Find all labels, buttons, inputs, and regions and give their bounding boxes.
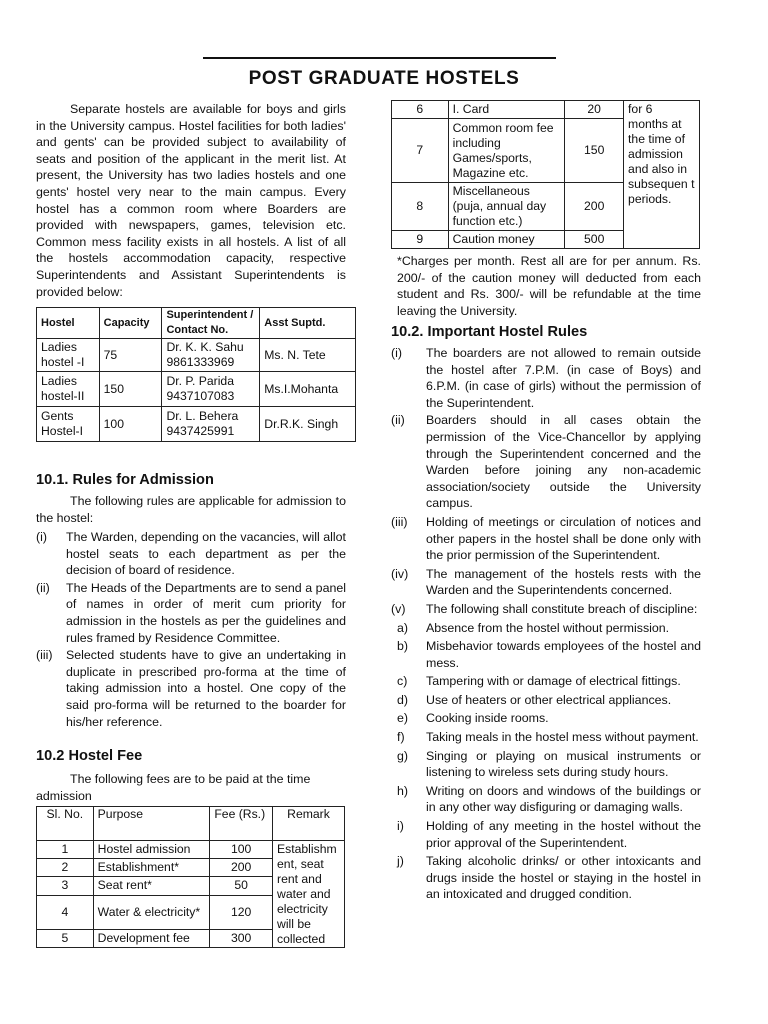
item-text: Cooking inside rooms. bbox=[426, 711, 549, 726]
hostel-table-header bbox=[37, 308, 356, 339]
fee-purpose: Seat rent* bbox=[93, 877, 210, 895]
list-item bbox=[36, 529, 346, 579]
hostel-superintendent: Dr. L. Behera 9437425991 bbox=[162, 407, 260, 442]
item-text: Writing on doors and windows of the buildings or in any other way disfiguring or damaging walls. bbox=[426, 783, 701, 815]
hostel-capacity: 100 bbox=[99, 407, 162, 442]
item-text: Tampering with or damage of electrical fittings. bbox=[426, 674, 681, 689]
item-letter: c) bbox=[397, 674, 408, 689]
fee-table-header bbox=[37, 807, 345, 841]
fee-amount: 120 bbox=[210, 895, 273, 929]
list-item bbox=[391, 783, 701, 816]
table-header-cell: Hostel bbox=[37, 308, 100, 339]
fee-heading: 10.2 Hostel Fee bbox=[36, 748, 143, 764]
fee-amount: 50 bbox=[210, 877, 273, 895]
item-text: The management of the hostels rests with the Warden and the Superintendents concerned. bbox=[426, 566, 701, 598]
item-text: The Warden, depending on the vacancies, will allot hostel seats to each department as per the decision of board of residence. bbox=[66, 530, 346, 578]
table-header-cell: Fee (Rs.) bbox=[210, 807, 273, 841]
item-number: (i) bbox=[36, 530, 48, 544]
item-number: (iv) bbox=[391, 566, 409, 581]
list-item bbox=[391, 729, 701, 746]
hostel-table bbox=[36, 307, 356, 442]
fee-sl: 3 bbox=[37, 877, 94, 895]
list-item bbox=[391, 692, 701, 709]
item-text: Absence from the hostel without permission. bbox=[426, 620, 670, 635]
list-item bbox=[36, 647, 346, 730]
item-number: (ii) bbox=[36, 580, 50, 595]
item-letter: d) bbox=[397, 692, 409, 707]
fee-remark: for 6 months at the time of admission and also in subsequen t periods. bbox=[624, 101, 700, 249]
list-item bbox=[391, 818, 701, 851]
table-row bbox=[37, 372, 356, 407]
list-item bbox=[391, 710, 701, 727]
hostel-capacity: 75 bbox=[99, 339, 162, 372]
item-text: Singing or playing on musical instruments or listening to wireless sets during study hours. bbox=[426, 748, 701, 780]
list-item bbox=[391, 620, 701, 637]
fee-sl: 8 bbox=[392, 183, 449, 231]
fee-purpose: Development fee bbox=[93, 929, 210, 947]
fee-intro: The following fees are to be paid at the time admission bbox=[36, 772, 311, 803]
list-item bbox=[391, 638, 701, 671]
list-item bbox=[391, 748, 701, 781]
fee-purpose: I. Card bbox=[448, 101, 565, 119]
fee-amount: 150 bbox=[565, 119, 624, 183]
hostel-name: Ladies hostel -I bbox=[37, 339, 100, 372]
hostel-superintendent: Dr. K. K. Sahu 9861333969 bbox=[162, 339, 260, 372]
item-text: Use of heaters or other electrical appliances. bbox=[426, 692, 672, 707]
top-rule bbox=[203, 57, 556, 59]
fee-sl: 7 bbox=[392, 119, 449, 183]
item-letter: j) bbox=[397, 854, 404, 869]
fee-sl: 5 bbox=[37, 929, 94, 947]
item-text: The following shall constitute breach of discipline: bbox=[426, 601, 698, 616]
fee-purpose: Miscellaneous (puja, annual day function etc.) bbox=[448, 183, 565, 231]
item-number: (i) bbox=[391, 346, 403, 360]
item-text: The Heads of the Departments are to send a panel of names in order of merit cum priority for admission in the hostels as per the guidelines and rules framed by Residence Committee. bbox=[66, 580, 346, 645]
fee-amount: 20 bbox=[565, 101, 624, 119]
item-text: Taking alcoholic drinks/ or other intoxicants and drugs inside the hostel or staying in the hostel in an intoxicated and drugged condition. bbox=[426, 854, 701, 902]
list-item bbox=[391, 566, 701, 599]
fee-purpose: Common room fee including Games/sports, Magazine etc. bbox=[448, 119, 565, 183]
fee-sl: 1 bbox=[37, 841, 94, 859]
table-header-cell: Remark bbox=[273, 807, 345, 841]
hostel-asst: Ms. N. Tete bbox=[260, 339, 356, 372]
admission-intro: The following rules are applicable for admission to the hostel: bbox=[36, 494, 346, 525]
list-item bbox=[391, 601, 701, 618]
hostel-name: Gents Hostel-I bbox=[37, 407, 100, 442]
item-text: Holding of any meeting in the hostel without the prior approval of the Superintendent. bbox=[426, 819, 701, 850]
item-number: (iii) bbox=[36, 648, 53, 663]
table-row bbox=[37, 407, 356, 442]
item-letter: a) bbox=[397, 620, 409, 635]
item-letter: h) bbox=[397, 783, 409, 798]
item-letter: b) bbox=[397, 639, 409, 654]
table-row bbox=[37, 841, 345, 859]
admission-list bbox=[36, 529, 346, 730]
intro-paragraph: Separate hostels are available for boys and girls in the University campus. Hostel facilities for both ladies' and gents' can be provided subject to availability of seats and position of the applicant in the merit list. At present, the University has two ladies hostels and one gents' hostel very near to the main campus. Every hostel has a common room where Boarders are provided with newspapers, games, television etc. Common mess facility exists in all hostels. A list of all the hostels accommodation capacity, respective Superintendents and Assistant Superintendents is provided below: bbox=[36, 102, 346, 299]
item-number: (ii) bbox=[391, 413, 405, 428]
fee-amount: 200 bbox=[565, 183, 624, 231]
breach-list bbox=[391, 620, 701, 904]
item-letter: i) bbox=[397, 819, 404, 834]
table-header-cell: Sl. No. bbox=[37, 807, 94, 841]
item-text: Boarders should in all cases obtain the permission of the Vice-Chancellor by applying through the Superintendent concerned and the Warden before joining any non-academic association/society outside the University campus. bbox=[426, 413, 701, 511]
table-header-cell: Purpose bbox=[93, 807, 210, 841]
fee-sl: 9 bbox=[392, 231, 449, 249]
item-text: The boarders are not allowed to remain outside the hostel after 7.P.M. (in case of Boys) and 6.P.M. (in case of girls) without the permission of the Superintendent. bbox=[426, 346, 701, 410]
list-item bbox=[391, 412, 701, 512]
fee-table bbox=[36, 806, 345, 948]
list-item bbox=[391, 853, 701, 903]
fee-amount: 500 bbox=[565, 231, 624, 249]
item-letter: f) bbox=[397, 730, 405, 745]
hostel-superintendent: Dr. P. Parida 9437107083 bbox=[162, 372, 260, 407]
list-item bbox=[391, 514, 701, 564]
fee-amount: 100 bbox=[210, 841, 273, 859]
hostel-asst: Dr.R.K. Singh bbox=[260, 407, 356, 442]
fee-purpose: Establishment* bbox=[93, 859, 210, 877]
item-text: Misbehavior towards employees of the hostel and mess. bbox=[426, 639, 701, 670]
hostel-capacity: 150 bbox=[99, 372, 162, 407]
item-letter: g) bbox=[397, 748, 409, 763]
list-item bbox=[391, 673, 701, 690]
item-number: (v) bbox=[391, 601, 406, 616]
fee-note: *Charges per month. Rest all are for per annum. Rs. 200/- of the caution money will deducted from each student and Rs. 300/- will be refundable at the time leaving the University. bbox=[397, 254, 701, 318]
fee-amount: 300 bbox=[210, 929, 273, 947]
fee-sl: 6 bbox=[392, 101, 449, 119]
item-number: (iii) bbox=[391, 514, 408, 529]
hostel-asst: Ms.I.Mohanta bbox=[260, 372, 356, 407]
item-text: Selected students have to give an undertaking in duplicate in prescribed pro-forma at the time of taking admission into a hostel. One copy of the said pro-forma will be returned to the boarder for his/her reference. bbox=[66, 648, 346, 729]
rules-heading: 10.2. Important Hostel Rules bbox=[391, 324, 588, 340]
table-header-cell: Superintendent / Contact No. bbox=[162, 308, 260, 339]
admission-heading: 10.1. Rules for Admission bbox=[36, 472, 214, 488]
fee-remark: Establishm ent, seat rent and water and electricity will be collected bbox=[273, 841, 345, 948]
fee-purpose: Caution money bbox=[448, 231, 565, 249]
item-letter: e) bbox=[397, 711, 409, 726]
list-item bbox=[391, 345, 701, 411]
page-title: POST GRADUATE HOSTELS bbox=[248, 68, 520, 89]
fee-purpose: Water & electricity* bbox=[93, 895, 210, 929]
table-row bbox=[37, 339, 356, 372]
item-text: Holding of meetings or circulation of notices and other papers in the hostel shall be done only with the prior permission of the Superintendent. bbox=[426, 514, 701, 563]
table-header-cell: Capacity bbox=[99, 308, 162, 339]
hostel-name: Ladies hostel-II bbox=[37, 372, 100, 407]
item-text: Taking meals in the hostel mess without payment. bbox=[426, 730, 699, 745]
table-row bbox=[392, 101, 700, 119]
table-header-cell: Asst Suptd. bbox=[260, 308, 356, 339]
fee-sl: 2 bbox=[37, 859, 94, 877]
rules-list bbox=[391, 345, 701, 903]
fee-purpose: Hostel admission bbox=[93, 841, 210, 859]
fee-table-continued bbox=[391, 100, 700, 249]
fee-sl: 4 bbox=[37, 895, 94, 929]
fee-amount: 200 bbox=[210, 859, 273, 877]
list-item bbox=[36, 580, 346, 646]
